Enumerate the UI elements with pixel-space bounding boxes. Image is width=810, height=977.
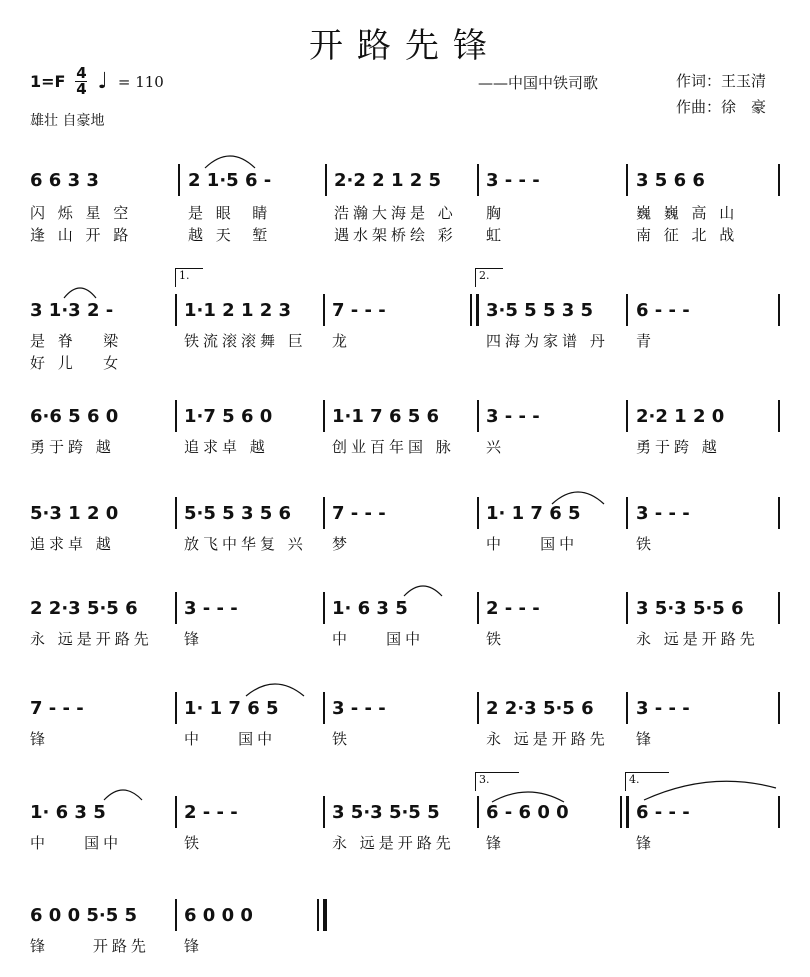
measure: 1·7 5 6 0 xyxy=(184,406,273,427)
measure: 3 - - - xyxy=(636,698,690,719)
measure: 2·2 1 2 0 xyxy=(636,406,725,427)
note-line xyxy=(30,698,782,726)
measure: 6 - - - xyxy=(636,802,690,823)
measure: 1·1 2 1 2 3 xyxy=(184,300,292,321)
measure: 3 5 6 6 xyxy=(636,170,705,191)
slur-mark xyxy=(400,580,446,598)
measure: 1· 6 3 5 xyxy=(30,802,106,823)
lyric-line: 中 国中 铁 永 远是开路先 锋 锋 xyxy=(30,834,656,852)
expression-mark: 雄壮 自豪地 xyxy=(30,113,105,129)
lyric-line: 闪 烁 星 空 是 眼 睛 浩瀚大海是 心 胸 巍 巍 高 山 xyxy=(30,204,739,222)
note-line xyxy=(30,406,782,434)
measure: 3 5·3 5·5 5 xyxy=(332,802,440,823)
measure: 5·5 5 3 5 6 xyxy=(184,503,292,524)
measure: 2 1·5 6 - xyxy=(188,170,272,191)
measure: 1· 6 3 5 xyxy=(332,598,408,619)
measure: 1· 1 7 6 5 xyxy=(486,503,581,524)
measure: 6 0 0 5·5 5 xyxy=(30,905,138,926)
measure: 3 1·3 2 - xyxy=(30,300,114,321)
quarter-note-icon: ♩ xyxy=(97,69,108,94)
measure: 6 - - - xyxy=(636,300,690,321)
measure: 3 5·3 5·5 6 xyxy=(636,598,744,619)
note-line xyxy=(30,300,782,328)
volta-bracket: 2. xyxy=(475,268,503,287)
measure: 2 - - - xyxy=(184,802,238,823)
measure: 6 0 0 0 xyxy=(184,905,253,926)
key-label: 1=F xyxy=(30,72,66,91)
composer-credit: 作曲：徐 豪 xyxy=(676,98,767,116)
measure: 7 - - - xyxy=(332,300,386,321)
measure: 3 - - - xyxy=(486,406,540,427)
slur-mark xyxy=(100,784,146,802)
measure: 1·1 7 6 5 6 xyxy=(332,406,440,427)
measure: 5·3 1 2 0 xyxy=(30,503,119,524)
measure: 2 2·3 5·5 6 xyxy=(486,698,594,719)
lyricist-credit: 作词：王玉清 xyxy=(676,72,767,90)
measure: 2 - - - xyxy=(486,598,540,619)
slur-mark xyxy=(242,678,308,698)
tie-mark xyxy=(488,786,568,804)
measure: 7 - - - xyxy=(332,503,386,524)
slur-mark xyxy=(200,150,260,170)
song-title: 开路先锋 xyxy=(309,26,501,66)
slur-mark xyxy=(548,486,608,506)
volta-bracket: 4. xyxy=(625,772,669,791)
note-line xyxy=(30,503,782,531)
lyric-line: 是 脊 梁 铁流滚滚舞 巨 龙 四海为家谱 丹 青 xyxy=(30,332,656,350)
measure: 6 6 3 3 xyxy=(30,170,99,191)
lyric-line: 勇于跨 越 追求卓 越 创业百年国 脉 兴 勇于跨 越 xyxy=(30,438,721,456)
volta-bracket: 1. xyxy=(175,268,203,287)
time-signature: 4 4 xyxy=(76,64,87,98)
key-signature xyxy=(30,66,164,97)
measure: 3·5 5 5 3 5 xyxy=(486,300,594,321)
lyric-line: 逢 山 开 路 越 天 堑 遇水架桥绘 彩 虹 南 征 北 战 xyxy=(30,226,739,244)
measure: 1· 1 7 6 5 xyxy=(184,698,279,719)
measure: 3 - - - xyxy=(332,698,386,719)
note-line xyxy=(30,170,782,198)
note-line xyxy=(30,598,782,626)
tempo-mark: = 110 xyxy=(117,72,164,91)
measure: 3 - - - xyxy=(636,503,690,524)
lyric-line: 永 远是开路先 锋 中 国中 铁 永 远是开路先 xyxy=(30,630,759,648)
slur-mark xyxy=(60,282,100,300)
measure: 6·6 5 6 0 xyxy=(30,406,119,427)
measure: 7 - - - xyxy=(30,698,84,719)
note-line xyxy=(30,905,782,933)
tie-mark xyxy=(640,778,780,802)
lyric-line: 追求卓 越 放飞中华复 兴 梦 中 国中 铁 xyxy=(30,535,656,553)
note-line xyxy=(30,802,782,830)
lyric-line: 锋 开路先 锋 xyxy=(30,937,204,955)
measure: 2 2·3 5·5 6 xyxy=(30,598,138,619)
measure: 3 - - - xyxy=(184,598,238,619)
measure: 3 - - - xyxy=(486,170,540,191)
measure: 2·2 2 1 2 5 xyxy=(334,170,442,191)
volta-bracket: 3. xyxy=(475,772,519,791)
lyric-line: 锋 中 国中 铁 永 远是开路先 锋 xyxy=(30,730,656,748)
subtitle: ——中国中铁司歌 xyxy=(478,74,599,92)
lyric-line: 好 儿 女 xyxy=(30,354,123,372)
measure: 6 - 6 0 0 xyxy=(486,802,569,823)
